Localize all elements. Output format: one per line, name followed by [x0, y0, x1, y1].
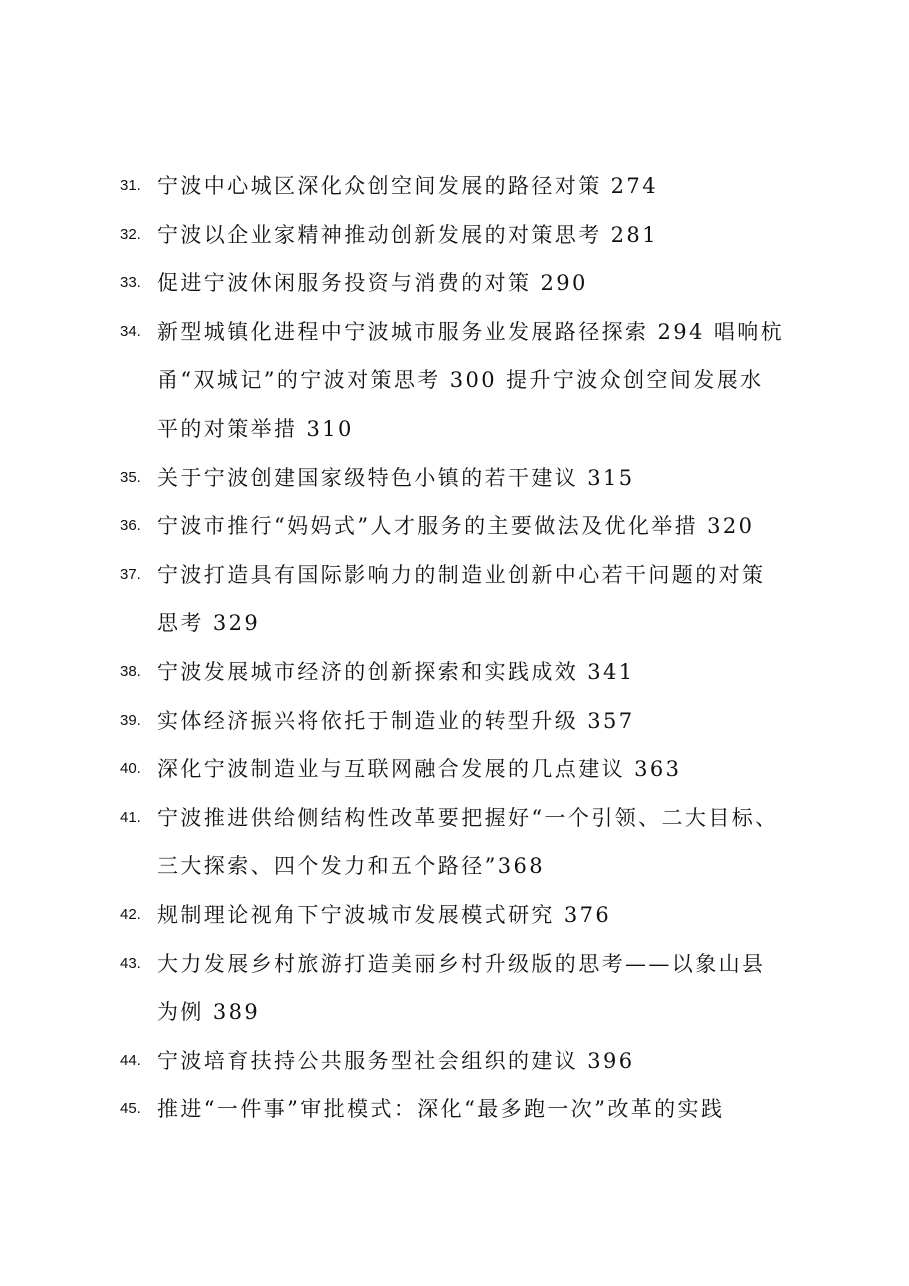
- toc-entry: [120, 648, 820, 697]
- toc-entry: [120, 745, 820, 794]
- toc-entry: [120, 259, 820, 308]
- toc-entry: [120, 1085, 820, 1134]
- toc-entry-number: 32.: [120, 225, 141, 243]
- toc-entry-title-line: 宁波中心城区深化众创空间发展的路径对策 274: [157, 174, 658, 198]
- toc-entry-title-line: 实体经济振兴将依托于制造业的转型升级 357: [157, 708, 635, 733]
- toc-entry-number: 34.: [120, 322, 141, 340]
- table-of-contents: [120, 162, 820, 1134]
- toc-entry-number: 40.: [120, 760, 141, 778]
- toc-entry: [120, 308, 820, 454]
- toc-entry: [120, 940, 820, 1037]
- toc-entry: [120, 794, 820, 891]
- toc-entry-number: 35.: [120, 468, 141, 486]
- toc-entry: [120, 551, 820, 648]
- toc-entry-title-line: 宁波推进供给侧结构性改革要把握好“一个引领、二大目标、: [157, 805, 779, 830]
- toc-entry-title-line: 规制理论视角下宁波城市发展模式研究 376: [157, 902, 612, 927]
- toc-entry: [120, 697, 820, 746]
- toc-entry-number: 44.: [120, 1051, 141, 1069]
- toc-entry: [120, 211, 820, 260]
- toc-entry-title-line: 宁波发展城市经济的创新探索和实践成效 341: [157, 659, 635, 684]
- toc-entry-title-line: 关于宁波创建国家级特色小镇的若干建议 315: [157, 465, 635, 490]
- toc-entry-title-line: 为例 389: [157, 1000, 261, 1025]
- toc-entry-title-line: 思考 329: [157, 611, 261, 636]
- toc-entry-title-line: 推进“一件事”审批模式：深化“最多跑一次”改革的实践: [157, 1097, 725, 1122]
- toc-entry-title-line: 新型城镇化进程中宁波城市服务业发展路径探索 294 唱响杭: [157, 319, 785, 344]
- toc-entry: [120, 162, 820, 211]
- toc-entry-title-line: 宁波培育扶持公共服务型社会组织的建议 396: [157, 1048, 635, 1073]
- toc-entry-number: 33.: [120, 274, 141, 292]
- toc-entry: [120, 502, 820, 551]
- toc-entry-number: 42.: [120, 905, 141, 923]
- toc-entry-title-line: 宁波市推行“妈妈式”人才服务的主要做法及优化举措 320: [157, 514, 755, 539]
- toc-entry-title-line: 大力发展乡村旅游打造美丽乡村升级版的思考——以象山县: [157, 951, 766, 976]
- toc-entry-number: 41.: [120, 808, 141, 826]
- toc-entry-number: 37.: [120, 565, 141, 583]
- toc-entry-title-line: 宁波以企业家精神推动创新发展的对策思考 281: [157, 222, 658, 247]
- toc-entry-title-line: 促进宁波休闲服务投资与消费的对策 290: [157, 271, 588, 296]
- toc-entry-title-line: 宁波打造具有国际影响力的制造业创新中心若干问题的对策: [157, 562, 766, 587]
- toc-entry-number: 45.: [120, 1100, 141, 1118]
- toc-entry-title-line: 三大探索、四个发力和五个路径”368: [157, 854, 546, 879]
- toc-entry-title-line: 甬“双城记”的宁波对策思考 300 提升宁波众创空间发展水: [157, 368, 764, 393]
- toc-entry-number: 31.: [120, 177, 141, 194]
- toc-entry-title-line: 平的对策举措 310: [157, 416, 354, 441]
- toc-entry-number: 39.: [120, 711, 141, 729]
- toc-entry: [120, 454, 820, 503]
- toc-entry: [120, 1037, 820, 1086]
- toc-entry-number: 36.: [120, 517, 141, 535]
- toc-entry-number: 43.: [120, 954, 141, 972]
- toc-entry-number: 38.: [120, 662, 141, 680]
- toc-entry-title-line: 深化宁波制造业与互联网融合发展的几点建议 363: [157, 757, 682, 782]
- toc-entry: [120, 891, 820, 940]
